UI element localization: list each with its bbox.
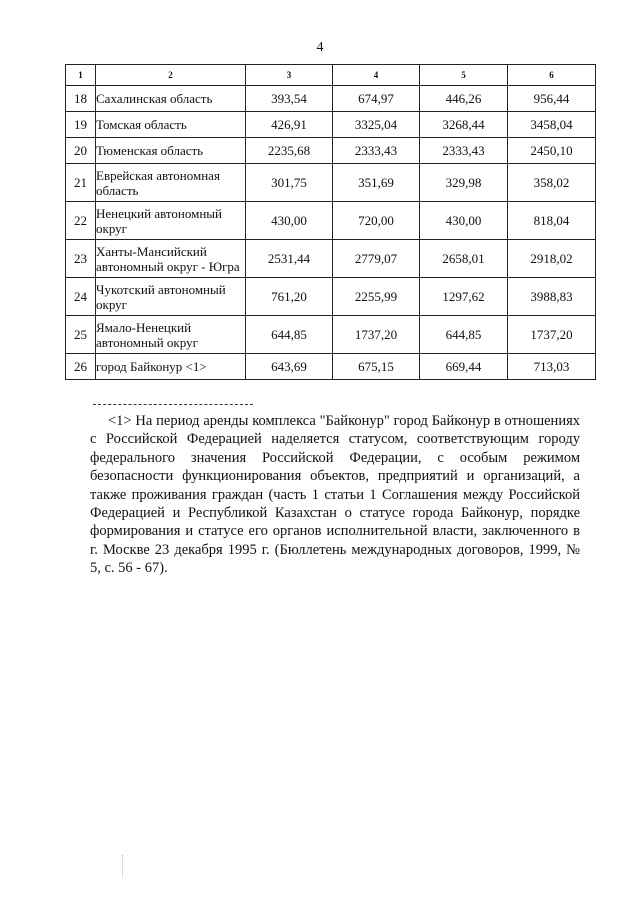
- value-cell: 1737,20: [333, 316, 420, 354]
- table-row: [66, 240, 596, 278]
- region-name: город Байконур <1>: [96, 354, 246, 380]
- value-cell: 761,20: [246, 278, 333, 316]
- column-header: 4: [333, 65, 420, 86]
- row-number: 19: [66, 112, 96, 138]
- value-cell: 2450,10: [508, 138, 596, 164]
- row-number: 25: [66, 316, 96, 354]
- table-row: [66, 278, 596, 316]
- value-cell: 2333,43: [420, 138, 508, 164]
- column-header: 3: [246, 65, 333, 86]
- value-cell: 426,91: [246, 112, 333, 138]
- value-cell: 329,98: [420, 164, 508, 202]
- row-number: 23: [66, 240, 96, 278]
- margin-mark: [122, 855, 124, 877]
- value-cell: 643,69: [246, 354, 333, 380]
- table-row: [66, 112, 596, 138]
- column-header: 6: [508, 65, 596, 86]
- value-cell: 669,44: [420, 354, 508, 380]
- footnote-separator: [93, 404, 253, 405]
- value-cell: 2918,02: [508, 240, 596, 278]
- value-cell: 2531,44: [246, 240, 333, 278]
- region-name: Ханты-Мансийский автономный округ - Югра: [96, 240, 246, 278]
- region-name: Ненецкий автономный округ: [96, 202, 246, 240]
- table-row: [66, 164, 596, 202]
- table-header-row: [66, 65, 596, 86]
- value-cell: 3325,04: [333, 112, 420, 138]
- value-cell: 1297,62: [420, 278, 508, 316]
- table-row: [66, 354, 596, 380]
- row-number: 24: [66, 278, 96, 316]
- value-cell: 818,04: [508, 202, 596, 240]
- value-cell: 3268,44: [420, 112, 508, 138]
- value-cell: 2779,07: [333, 240, 420, 278]
- region-name: Чукотский автономный округ: [96, 278, 246, 316]
- value-cell: 430,00: [246, 202, 333, 240]
- table-row: [66, 86, 596, 112]
- row-number: 18: [66, 86, 96, 112]
- value-cell: 446,26: [420, 86, 508, 112]
- value-cell: 351,69: [333, 164, 420, 202]
- column-header: 1: [66, 65, 96, 86]
- region-name: Тюменская область: [96, 138, 246, 164]
- value-cell: 358,02: [508, 164, 596, 202]
- column-header: 2: [96, 65, 246, 86]
- value-cell: 644,85: [246, 316, 333, 354]
- page-number: 4: [316, 40, 324, 55]
- value-cell: 430,00: [420, 202, 508, 240]
- value-cell: 1737,20: [508, 316, 596, 354]
- value-cell: 2333,43: [333, 138, 420, 164]
- data-table: [65, 64, 596, 380]
- row-number: 22: [66, 202, 96, 240]
- value-cell: 674,97: [333, 86, 420, 112]
- value-cell: 644,85: [420, 316, 508, 354]
- row-number: 26: [66, 354, 96, 380]
- value-cell: 713,03: [508, 354, 596, 380]
- table-row: [66, 316, 596, 354]
- region-name: Еврейская автономная область: [96, 164, 246, 202]
- row-number: 20: [66, 138, 96, 164]
- table-row: [66, 202, 596, 240]
- column-header: 5: [420, 65, 508, 86]
- value-cell: 301,75: [246, 164, 333, 202]
- region-name: Томская область: [96, 112, 246, 138]
- value-cell: 675,15: [333, 354, 420, 380]
- value-cell: 2658,01: [420, 240, 508, 278]
- value-cell: 3988,83: [508, 278, 596, 316]
- value-cell: 393,54: [246, 86, 333, 112]
- value-cell: 2255,99: [333, 278, 420, 316]
- region-name: Сахалинская область: [96, 86, 246, 112]
- footnote-text: <1> На период аренды комплекса "Байконур" город Байконур в отношениях с Российской Федерацией наделяется статусом, соответствующим городу федерального значения Российской Федерации, с особым режимом безопасности функционирования объектов, предприятий и организаций, а также проживания граждан (часть 1 статьи 1 Соглашения между Российской Федерацией и Республикой Казахстан о статусе города Байконур, порядке формирования и статусе его органов исполнительной власти, заключенного в г. Москве 23 декабря 1995 г. (Бюллетень международных договоров, 1999, № 5, с. 56 - 67).: [90, 413, 580, 577]
- value-cell: 720,00: [333, 202, 420, 240]
- value-cell: 3458,04: [508, 112, 596, 138]
- value-cell: 956,44: [508, 86, 596, 112]
- value-cell: 2235,68: [246, 138, 333, 164]
- table-row: [66, 138, 596, 164]
- region-name: Ямало-Ненецкий автономный округ: [96, 316, 246, 354]
- row-number: 21: [66, 164, 96, 202]
